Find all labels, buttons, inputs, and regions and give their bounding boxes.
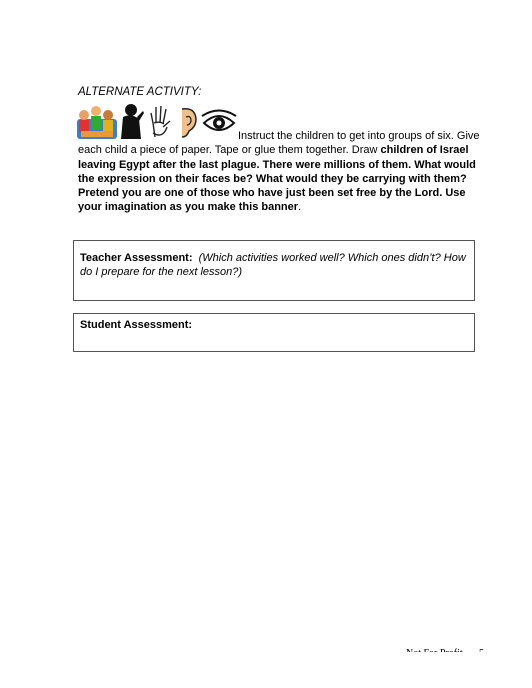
activity-heading: ALTERNATE ACTIVITY: <box>78 86 202 98</box>
student-assessment-label: Student Assessment: <box>80 319 193 331</box>
page-bottom-edge <box>0 652 532 688</box>
teacher-assessment-label: Teacher Assessment: <box>80 252 193 264</box>
activity-instructions <box>78 129 480 215</box>
teacher-assessment-box <box>73 240 475 301</box>
student-assessment-text <box>80 318 192 332</box>
eye-icon <box>202 111 236 131</box>
activity-text-end: . <box>298 201 302 214</box>
teacher-assessment-text <box>80 251 470 279</box>
activity-bold-text: children of Israel leaving Egypt after the last plague. There were millions of them. What would the expression on their faces be? What would they be carrying with them? Pretend you are one of those who have just been set free by the Lord. Use your imagination as you make this banner <box>78 144 476 214</box>
student-assessment-box <box>73 313 475 352</box>
activity-text: Instruct the children to get into groups of six. Give each child a piece of paper. Tape or glue them together. Draw <box>78 130 480 157</box>
teacher-assessment-prompt: (Which activities worked well? Which ones didn’t? How do I prepare for the next lesson?) <box>80 252 466 278</box>
